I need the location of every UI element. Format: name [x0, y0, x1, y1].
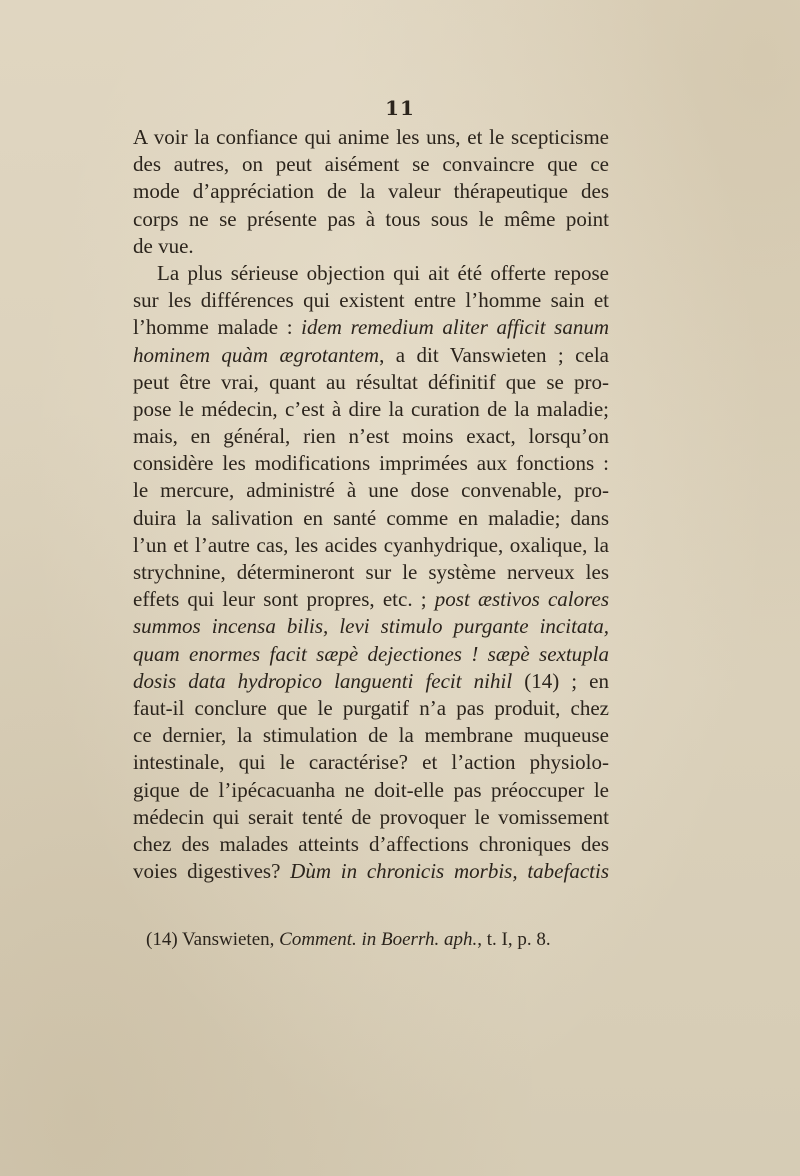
text-segment: strychnine, détermineront sur le système nerveux les	[133, 560, 609, 584]
text-segment: voies digestives?	[133, 859, 291, 884]
text-segment: chez des malades atteints d’affections chroniques des	[133, 831, 609, 856]
text-line	[133, 260, 609, 287]
text-line	[133, 369, 609, 396]
text-line	[133, 532, 609, 559]
text-line	[133, 342, 609, 369]
footnote-title: Comment. in Boerrh. aph.	[279, 929, 478, 950]
body-text	[133, 124, 609, 885]
text-line	[133, 641, 609, 668]
latin-quote-text: idem remedium aliter afficit sanum	[301, 315, 609, 340]
text-line	[133, 151, 609, 178]
latin-quote-text: quam enormes facit sæpè dejectiones ! sæpè sextupla	[133, 641, 609, 666]
text-segment: , a dit Vanswieten ; cela	[379, 342, 609, 367]
text-line	[133, 178, 609, 205]
text-line	[133, 505, 609, 532]
text-segment: pose le médecin, c’est à dire la curation de la maladie;	[133, 396, 609, 421]
text-line	[133, 450, 609, 477]
text-segment: mode d’appréciation de la valeur thérapeutique des	[133, 179, 609, 204]
footnote-reference: , t. I, p. 8.	[477, 929, 551, 950]
text-line	[133, 613, 609, 640]
text-segment: corps ne se présente pas à tous sous le même point	[133, 206, 609, 231]
text-segment: (14) ; en	[512, 668, 609, 693]
text-segment: des autres, on peut aisément se convaincre que ce	[133, 152, 609, 177]
latin-quote-text: dosis data hydropico languenti fecit nihil	[133, 668, 513, 693]
text-line	[133, 477, 609, 504]
text-line	[133, 314, 609, 341]
latin-quote-text: Dùm in chronicis morbis, tabefactis	[290, 859, 610, 884]
text-line	[133, 206, 609, 233]
text-line	[133, 858, 609, 885]
text-line	[133, 233, 609, 260]
text-line	[133, 586, 609, 613]
text-segment: effets qui leur sont propres, etc. ;	[133, 587, 435, 612]
text-line	[133, 396, 609, 423]
text-segment: peut être vrai, quant au résultat définitif que se pro-	[133, 369, 609, 394]
text-segment: de vue.	[133, 233, 194, 258]
text-segment: l’homme malade :	[133, 315, 302, 340]
text-line	[133, 423, 609, 450]
text-segment: le mercure, administré à une dose convenable, pro-	[133, 478, 609, 503]
text-line	[133, 124, 609, 151]
text-segment: considère les modifications imprimées aux fonctions :	[133, 451, 609, 476]
text-segment: A voir la confiance qui anime les uns, et le scepticisme	[133, 125, 609, 149]
text-line	[133, 722, 609, 749]
footnote-marker: (14) Vanswieten,	[146, 929, 280, 950]
text-line	[133, 668, 609, 695]
text-line	[133, 559, 609, 586]
footnote	[146, 926, 551, 954]
text-segment: médecin qui serait tenté de provoquer le vomissement	[133, 804, 609, 829]
text-segment: mais, en général, rien n’est moins exact, lorsqu’on	[133, 424, 609, 449]
text-segment: intestinale, qui le caractérise? et l’action physiolo-	[133, 750, 609, 775]
text-segment: La plus sérieuse objection qui ait été offerte repose	[157, 260, 609, 285]
text-segment: duira la salivation en santé comme en maladie; dans	[133, 505, 609, 530]
latin-quote-text: hominem quàm ægrotantem	[133, 342, 380, 367]
text-segment: gique de l’ipécacuanha ne doit-elle pas préoccuper le	[133, 777, 609, 802]
page-number: 11	[385, 96, 415, 120]
latin-quote-text: summos incensa bilis, levi stimulo purgante incitata,	[133, 614, 609, 639]
text-line	[133, 777, 609, 804]
text-segment: sur les différences qui existent entre l’homme sain et	[133, 288, 609, 313]
text-line	[133, 804, 609, 831]
text-segment: ce dernier, la stimulation de la membrane muqueuse	[133, 723, 609, 748]
text-line	[133, 695, 609, 722]
text-line	[133, 287, 609, 314]
text-segment: faut-il conclure que le purgatif n’a pas produit, chez	[133, 695, 609, 720]
text-segment: l’un et l’autre cas, les acides cyanhydrique, oxalique, la	[133, 532, 609, 557]
text-line	[133, 831, 609, 858]
latin-quote-text: post æstivos calores	[434, 587, 610, 612]
text-line	[133, 749, 609, 776]
